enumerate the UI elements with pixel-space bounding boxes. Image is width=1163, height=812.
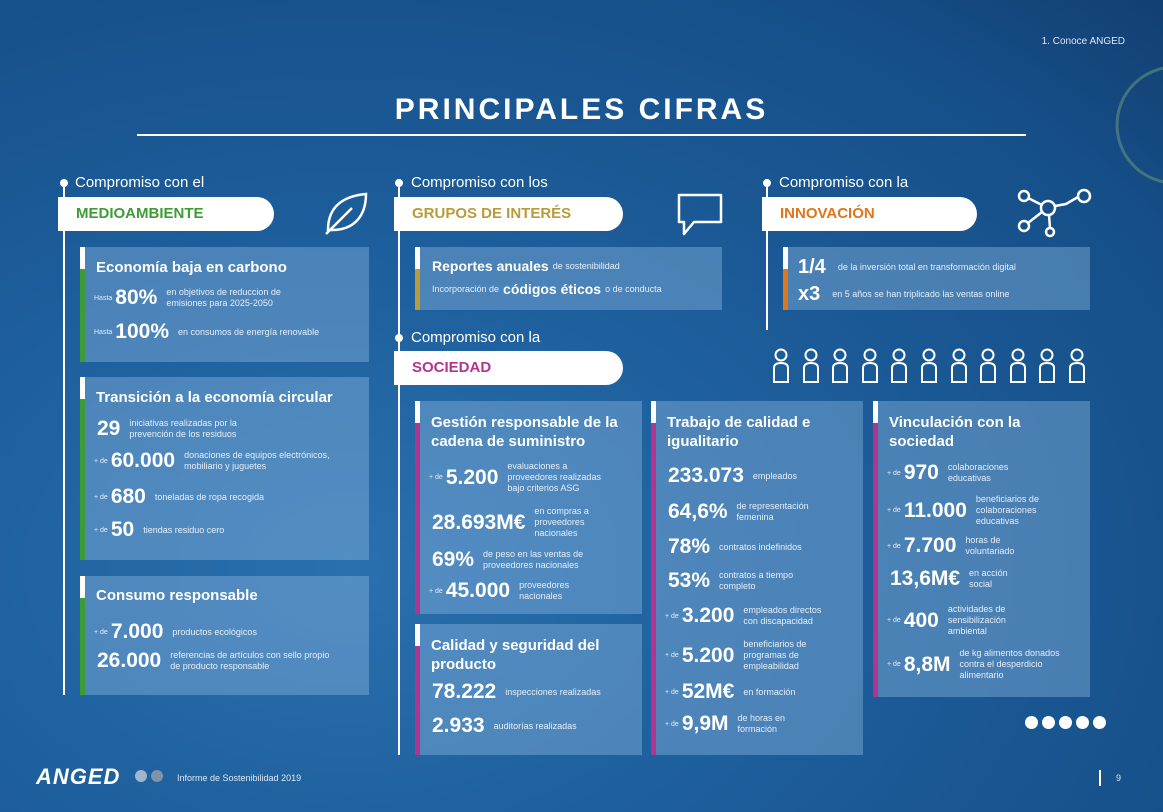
- stat-row: + de 680 toneladas de ropa recogida: [94, 485, 264, 508]
- person-icon: [1008, 348, 1028, 384]
- person-icon: [1037, 348, 1057, 384]
- stat-row: 28.693M€ en compras a proveedores nacionales: [432, 506, 589, 538]
- page-number: 9: [1116, 773, 1122, 783]
- card-calidad: [415, 624, 642, 755]
- footer-report: Informe de Sostenibilidad 2019: [177, 773, 302, 783]
- medio-dot: [60, 179, 68, 187]
- stat-row: + de 52M€ en formación: [665, 680, 796, 703]
- stat-row: Hasta 80% en objetivos de reduccion de emisiones para 2025-2050: [94, 286, 281, 309]
- person-icon: [860, 348, 880, 384]
- card-consumo: [80, 576, 369, 695]
- stat-row: + de 5.200 beneficiarios de programas de empleabilidad: [665, 639, 807, 671]
- card-title: Transición a la economía circular: [96, 389, 333, 406]
- innovacion-lead: Compromiso con la: [779, 174, 909, 191]
- chat-bubble-icon: [676, 192, 724, 238]
- card-trabajo: [651, 401, 863, 755]
- stat-row: + de 400 actividades de sensibilización ambiental: [887, 604, 1006, 636]
- stat-row: + de 60.000 donaciones de equipos electrónicos, mobiliario y juguetes: [94, 449, 330, 472]
- page-dot: [1042, 716, 1055, 729]
- grupos-timeline: [398, 185, 400, 755]
- network-icon: [1012, 186, 1092, 238]
- grupos-lead: Compromiso con los: [411, 174, 548, 191]
- card-carbono: [80, 247, 369, 362]
- sociedad-tag: SOCIEDAD: [394, 351, 623, 385]
- stat-row: 69% de peso en las ventas de proveedores nacionales: [432, 548, 584, 571]
- stat-row: + de 5.200 evaluaciones a proveedores realizadas bajo criterios ASG: [429, 461, 601, 493]
- sociedad-lead: Compromiso con la: [411, 329, 541, 346]
- stat-row: + de 45.000 proveedores nacionales: [429, 579, 570, 602]
- leaf-icon: [322, 190, 370, 236]
- reportes-line: Reportes anuales de sostenibilidad: [432, 258, 620, 274]
- person-icon: [830, 348, 850, 384]
- logo-dot: [135, 770, 147, 782]
- page-dot: [1076, 716, 1089, 729]
- person-icon: [1067, 348, 1087, 384]
- card-title: Consumo responsable: [96, 587, 258, 604]
- stat-row: Hasta 100% en consumos de energía renovable: [94, 320, 320, 343]
- card-reportes: [415, 247, 722, 310]
- stat-row: 2.933 auditorías realizadas: [432, 714, 577, 737]
- section-tag: 1. Conoce ANGED: [1041, 36, 1125, 47]
- person-icon: [801, 348, 821, 384]
- card-title: Economía baja en carbono: [96, 259, 287, 276]
- anged-logo: ANGED: [36, 764, 121, 789]
- card-title: Calidad y seguridad del producto: [431, 637, 600, 673]
- stat-row: + de 7.700 horas de voluntariado: [887, 534, 1015, 557]
- stat-row: + de 3.200 empleados directos con discapacidad: [665, 604, 822, 627]
- grupos-tag: GRUPOS DE INTERÉS: [394, 197, 623, 231]
- card-gestion: [415, 401, 642, 614]
- card-innovacion: [783, 247, 1090, 310]
- stat-row: 26.000 referencias de artículos con sello propio de producto responsable: [97, 649, 330, 672]
- stat-row: + de 970 colaboraciones educativas: [887, 461, 1009, 484]
- stat-row: 13,6M€ en acción social: [890, 567, 1008, 590]
- person-icon: [889, 348, 909, 384]
- person-icon: [978, 348, 998, 384]
- person-icon: [771, 348, 791, 384]
- stat-row: 29 iniciativas realizadas por la prevención de los residuos: [97, 417, 237, 440]
- stat-row: + de 8,8M de kg alimentos donados contra el desperdicio alimentario: [887, 648, 1060, 680]
- stat-row: 64,6% de representación femenina: [668, 500, 809, 523]
- innovacion-tag: INNOVACIÓN: [762, 197, 977, 231]
- innovacion-dot: [763, 179, 771, 187]
- medio-timeline: [63, 185, 65, 695]
- stat-row: 233.073 empleados: [668, 464, 797, 487]
- footer-divider: [1099, 770, 1101, 786]
- stat-row: + de 7.000 productos ecológicos: [94, 620, 257, 643]
- stat-row: + de 11.000 beneficiarios de colaboraciones educativas: [887, 494, 1039, 526]
- grupos-dot: [395, 179, 403, 187]
- card-vinculacion: [873, 401, 1090, 697]
- card-title: Gestión responsable de la cadena de suministro: [431, 414, 618, 450]
- stat-row: 78.222 inspecciones realizadas: [432, 680, 601, 703]
- page-dot: [1093, 716, 1106, 729]
- card-title: Vinculación con la sociedad: [889, 414, 1021, 450]
- codigos-line: Incorporación de códigos éticos o de conducta: [432, 281, 662, 297]
- stat-row: x3 en 5 años se han triplicado las ventas online: [798, 283, 1010, 305]
- card-title: Trabajo de calidad e igualitario: [667, 414, 811, 450]
- stat-row: 53% contratos a tiempo completo: [668, 569, 794, 592]
- medio-lead: Compromiso con el: [75, 174, 205, 191]
- person-icon: [919, 348, 939, 384]
- medio-tag: MEDIOAMBIENTE: [58, 197, 274, 231]
- logo-dot: [151, 770, 163, 782]
- decorative-ring: [1100, 60, 1163, 190]
- sociedad-dot: [395, 334, 403, 342]
- title-divider: [137, 134, 1026, 136]
- page-title: PRINCIPALES CIFRAS: [394, 93, 769, 126]
- page-dot: [1025, 716, 1038, 729]
- stat-row: + de 50 tiendas residuo cero: [94, 518, 225, 541]
- person-icon: [949, 348, 969, 384]
- stat-row: + de 9,9M de horas en formación: [665, 712, 786, 735]
- stat-row: 78% contratos indefinidos: [668, 535, 802, 558]
- page-dot: [1059, 716, 1072, 729]
- card-circular: [80, 377, 369, 560]
- stat-row: 1/4 de la inversión total en transformación digital: [798, 256, 1016, 278]
